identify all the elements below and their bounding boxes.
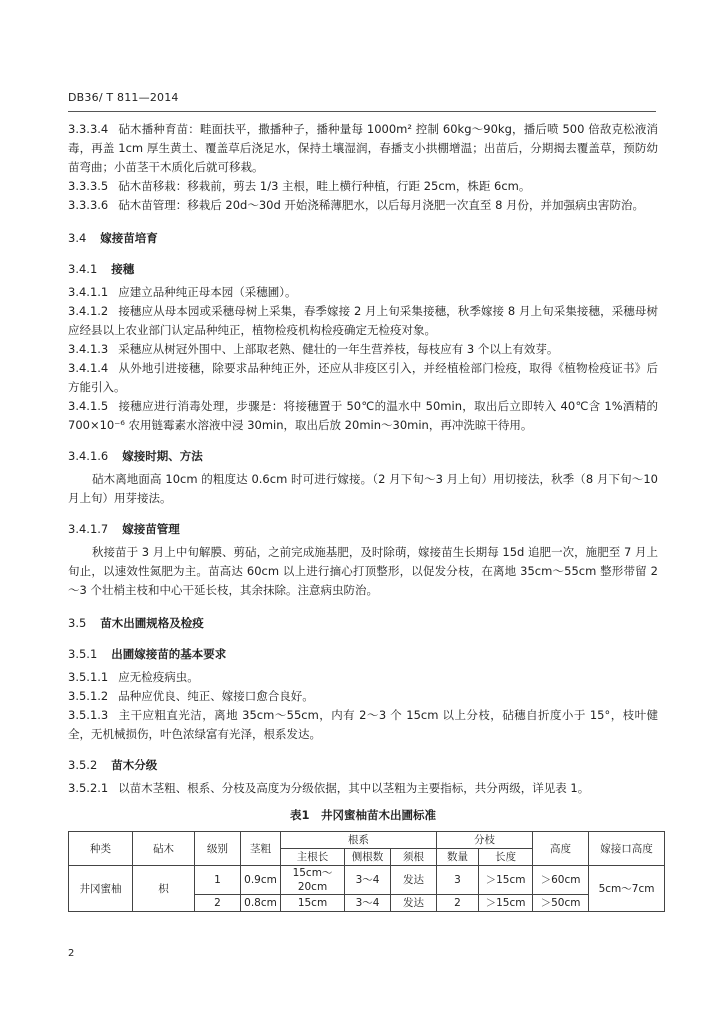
- clause-number: 3.4.1.2: [68, 304, 109, 318]
- cell-graft-height: 5cm～7cm: [589, 866, 665, 912]
- clause-text: 品种应优良、纯正、嫁接口愈合良好。: [118, 689, 314, 703]
- header-rootstock: 砧木: [133, 832, 195, 866]
- heading-number: 3.5: [68, 616, 87, 630]
- clause-number: 3.4.1.4: [68, 361, 109, 375]
- clause-number: 3.5.1.2: [68, 689, 109, 703]
- clause-3-5-1-3: [68, 706, 658, 744]
- cell-main-root-length: 15cm: [281, 895, 345, 912]
- heading-3-4-1: [68, 260, 658, 279]
- clause-text: 以苗木茎粗、根系、分枝及高度为分级依据，其中以茎粗为主要指标，共分两级，详见表 1。: [118, 781, 590, 795]
- clause-3-4-1-2: [68, 302, 658, 340]
- header-grade: 级别: [195, 832, 241, 866]
- heading-title: 苗木出圃规格及检疫: [100, 616, 204, 630]
- header-rule: [68, 111, 656, 112]
- heading-number: 3.5.2: [68, 758, 98, 772]
- header-branch-length: 长度: [479, 849, 533, 866]
- header-branch-count: 数量: [437, 849, 479, 866]
- clause-text: 主干应粗直光洁，离地 35cm～55cm，内有 2～3 个 15cm 以上分枝，砧穗自折度小于 15°，枝叶健全，无机械损伤，叶色浓绿富有光泽，根系发达。: [68, 708, 658, 741]
- heading-title: 嫁接苗培育: [100, 231, 158, 245]
- cell-fibrous-roots: 发达: [391, 866, 437, 895]
- heading-number: 3.4.1: [68, 262, 98, 276]
- heading-3-4: [68, 229, 658, 248]
- cell-branch-length: ＞15cm: [479, 895, 533, 912]
- cell-branch-count: 2: [437, 895, 479, 912]
- cell-grade: 2: [195, 895, 241, 912]
- clause-3-4-1-5: [68, 397, 658, 435]
- heading-title: 嫁接苗管理: [122, 522, 180, 536]
- table-title: 表1 井冈蜜柚苗木出圃标准: [289, 808, 436, 822]
- heading-3-4-1-6: [68, 447, 658, 466]
- clause-3-5-1-1: [68, 668, 658, 687]
- heading-title: 接穗: [111, 262, 135, 276]
- cell-branch-count: 3: [437, 866, 479, 895]
- cell-variety: 井冈蜜柚: [69, 866, 133, 912]
- clause-3-4-1-1: [68, 283, 658, 302]
- document-code: DB36/ T 811—2014: [68, 91, 179, 104]
- clause-3-4-1-3: [68, 340, 658, 359]
- clause-number: 3.5.1.3: [68, 708, 109, 722]
- table-row: [69, 866, 665, 895]
- clause-text: 应建立品种纯正母本园（采穗圃）。: [118, 285, 297, 299]
- heading-title: 嫁接时期、方法: [122, 449, 203, 463]
- document-body: [68, 120, 658, 912]
- clause-number: 3.4.1.3: [68, 342, 109, 356]
- heading-title: 出圃嫁接苗的基本要求: [111, 647, 227, 661]
- clause-number: 3.3.3.6: [68, 198, 109, 212]
- page-number: 2: [68, 948, 75, 959]
- cell-lateral-roots: 3～4: [345, 866, 391, 895]
- clause-number: 3.5.2.1: [68, 781, 109, 795]
- clause-text: 砧木苗移栽：移栽前，剪去 1/3 主根，畦上横行种植，行距 25cm，株距 6cm。: [118, 179, 531, 193]
- heading-number: 3.4: [68, 231, 87, 245]
- cell-grade: 1: [195, 866, 241, 895]
- header-height: 高度: [533, 832, 589, 866]
- clause-number: 3.4.1.1: [68, 285, 109, 299]
- seedling-grade-table: [68, 831, 665, 912]
- clause-3-3-3-6: [68, 196, 658, 215]
- clause-number: 3.3.3.5: [68, 179, 109, 193]
- clause-text: 采穗应从树冠外围中、上部取老熟、健壮的一年生营养枝，每枝应有 3 个以上有效芽。: [118, 342, 559, 356]
- header-roots: 根系: [281, 832, 437, 849]
- clause-3-5-2-1: [68, 779, 658, 798]
- clause-3-4-1-4: [68, 359, 658, 397]
- heading-title: 苗木分级: [111, 758, 158, 772]
- heading-3-5-2: [68, 756, 658, 775]
- cell-rootstock: 枳: [133, 866, 195, 912]
- clause-text: 应无检疫病虫。: [118, 670, 199, 684]
- header-variety: 种类: [69, 832, 133, 866]
- header-fibrous-roots: 须根: [391, 849, 437, 866]
- heading-3-5: [68, 614, 658, 633]
- heading-number: 3.5.1: [68, 647, 98, 661]
- clause-number: 3.3.3.4: [68, 122, 109, 136]
- clause-text: 接穗应从母本园或采穗母树上采集，春季嫁接 2 月上旬采集接穗，秋季嫁接 8 月上旬采集接穗，采穗母树应经县以上农业部门认定品种纯正，植物检疫机构检疫确定无检疫对象。: [68, 304, 658, 337]
- header-graft-height: 嫁接口高度: [589, 832, 665, 866]
- clause-number: 3.5.1.1: [68, 670, 109, 684]
- cell-lateral-roots: 3～4: [345, 895, 391, 912]
- clause-text: 砧木播种育苗：畦面扶平，撒播种子，播种量每 1000m² 控制 60kg～90kg，播后喷 500 倍敌克松液消毒，再盖 1cm 厚生黄土、覆盖草后浇足水，保持土壤湿润，春播支小拱棚增温；出苗后，分期揭去覆盖草，预防幼苗弯曲；小苗茎干木质化后就可移栽。: [68, 122, 658, 174]
- clause-text: 接穗应进行消毒处理，步骤是：将接穗置于 50℃的温水中 50min，取出后立即转入 40℃含 1%酒精的 700×10⁻⁶ 农用链霉素水溶液中浸 30min，取出后放 20min～30min，再冲洗晾干待用。: [68, 399, 658, 432]
- cell-stem: 0.8cm: [241, 895, 281, 912]
- cell-height: ＞60cm: [533, 866, 589, 895]
- cell-height: ＞50cm: [533, 895, 589, 912]
- cell-fibrous-roots: 发达: [391, 895, 437, 912]
- clause-number: 3.4.1.5: [68, 399, 109, 413]
- clause-text: 从外地引进接穗，除要求品种纯正外，还应从非疫区引入，并经植检部门检疫，取得《植物检疫证书》后方能引入。: [68, 361, 658, 394]
- paragraph-seedling-management: 秋接苗于 3 月上中旬解膜、剪砧，之前完成施基肥，及时除萌，嫁接苗生长期每 15d 追肥一次，施肥至 7 月上旬止，以速效性氮肥为主。苗高达 60cm 以上进行摘心打顶整形，以促发分枝，在离地 35cm～55cm 整形带留 2～3 个壮梢主枝和中心干延长枝，其余抹除。注意病虫防治。: [68, 545, 658, 597]
- clause-text: 砧木苗管理：移栽后 20d～30d 开始浇稀薄肥水，以后每月浇肥一次直至 8 月份，并加强病虫害防治。: [118, 198, 645, 212]
- header-stem: 茎粗: [241, 832, 281, 866]
- clause-3-3-3-5: [68, 177, 658, 196]
- header-lateral-roots: 侧根数: [345, 849, 391, 866]
- heading-3-5-1: [68, 645, 658, 664]
- heading-3-4-1-7: [68, 520, 658, 539]
- header-branches: 分枝: [437, 832, 533, 849]
- cell-stem: 0.9cm: [241, 866, 281, 895]
- cell-main-root-length: 15cm～20cm: [281, 866, 345, 895]
- cell-branch-length: ＞15cm: [479, 866, 533, 895]
- table-header-row: [69, 832, 665, 849]
- clause-3-5-1-2: [68, 687, 658, 706]
- clause-3-3-3-4: [68, 120, 658, 177]
- header-main-root-length: 主根长: [281, 849, 345, 866]
- paragraph-grafting-method: 砧木离地面高 10cm 的粗度达 0.6cm 时可进行嫁接。（2 月下旬～3 月上旬）用切接法，秋季（8 月下旬～10 月上旬）用芽接法。: [68, 472, 658, 505]
- heading-number: 3.4.1.6: [68, 449, 109, 463]
- heading-number: 3.4.1.7: [68, 522, 109, 536]
